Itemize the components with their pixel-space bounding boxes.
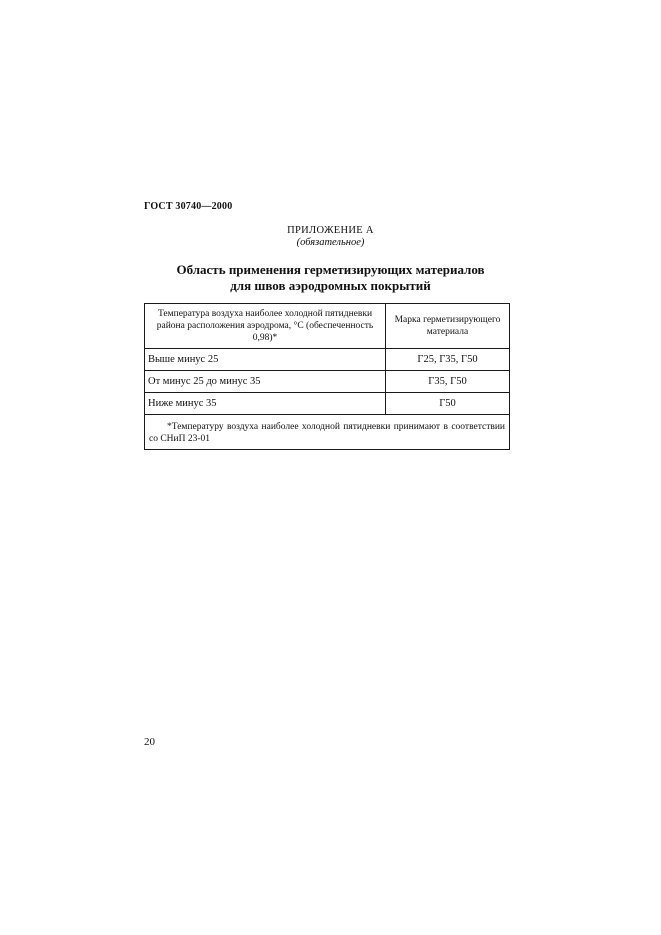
table-row — [145, 349, 510, 371]
page-title — [0, 262, 661, 294]
materials-table-container — [144, 303, 510, 450]
document-code: ГОСТ 30740—2000 — [144, 201, 233, 212]
temperature-cell: Выше минус 25 — [145, 349, 386, 371]
footnote-row — [145, 415, 510, 450]
grade-cell: Г50 — [386, 393, 510, 415]
materials-table — [144, 303, 510, 450]
table-row — [145, 393, 510, 415]
grade-cell: Г35, Г50 — [386, 371, 510, 393]
temperature-cell: От минус 25 до минус 35 — [145, 371, 386, 393]
header-temperature: Температура воздуха наиболее холодной пятидневки района расположения аэродрома, °С (обеспеченность 0,98)* — [145, 304, 386, 349]
page-number: 20 — [144, 736, 155, 748]
table-footnote: *Температуру воздуха наиболее холодной пятидневки принимают в соответствии со СНиП 23-01 — [145, 415, 510, 450]
temperature-cell: Ниже минус 35 — [145, 393, 386, 415]
appendix-label: ПРИЛОЖЕНИЕ А — [287, 225, 374, 236]
title-line-2: для швов аэродромных покрытий — [230, 278, 431, 293]
grade-cell: Г25, Г35, Г50 — [386, 349, 510, 371]
appendix-status: (обязательное) — [296, 237, 365, 248]
table-row — [145, 371, 510, 393]
table-header-row — [145, 304, 510, 349]
header-material-grade: Марка герметизирующего материала — [386, 304, 510, 349]
title-line-1: Область применения герметизирующих материалов — [176, 262, 485, 277]
